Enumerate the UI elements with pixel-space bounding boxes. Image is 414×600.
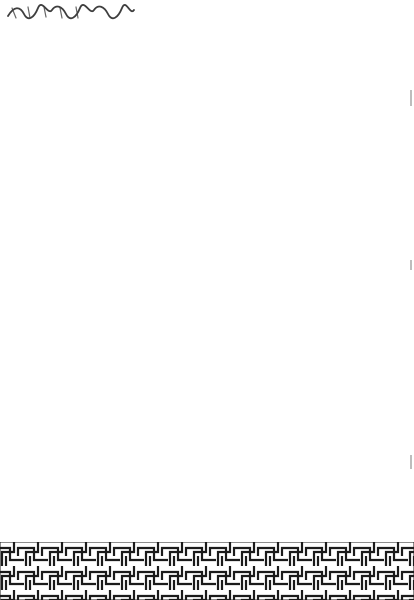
page-edge-mark — [410, 260, 412, 270]
header-logo — [6, 3, 138, 21]
handwritten-header-icon — [6, 4, 136, 20]
decorative-border — [0, 542, 414, 600]
page-edge-mark — [410, 455, 412, 469]
page-edge-mark — [410, 90, 412, 106]
